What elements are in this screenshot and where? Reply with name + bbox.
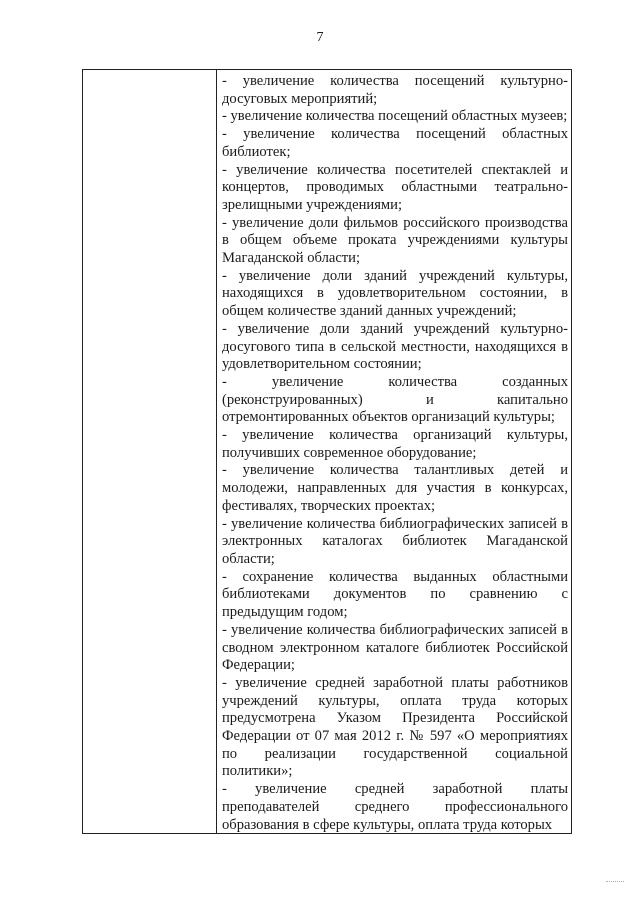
list-item: - увеличение доли зданий учреждений культурно-досугового типа в сельской местности, находящихся в удовлетворительном состоянии; [222,320,568,373]
list-item: - увеличение количества талантливых детей и молодежи, направленных для участия в конкурсах, фестивалях, творческих проектах; [222,462,568,514]
list-item: - увеличение средней заработной платы преподавателей среднего профессионального образования в сфере культуры, оплата труда которых [222,781,568,833]
list-item: - увеличение количества созданных (реконструированных) и капитально отремонтированных объектов организаций культуры; [222,373,568,426]
list-item: - увеличение количества посещений культурно-досуговых мероприятий; [222,73,568,107]
table-right-column [217,70,571,833]
list-item: - увеличение количества библиографических записей в сводном электронном каталоге библиотек Российской Федерации; [222,621,568,674]
page-number: 7 [316,30,324,45]
table-left-column-empty [83,70,217,833]
list-item: - увеличение средней заработной платы работников учреждений культуры, оплата труда которых предусмотрена Указом Президента Российской Федерации от 07 мая 2012 г. № 597 «О мероприятиях по реализации государственной социальной политики»; [222,674,568,780]
document-table [82,69,572,834]
list-item: - увеличение количества организаций культуры, получивших современное оборудование; [222,427,568,461]
list-item: - увеличение количества библиографических записей в электронных каталогах библиотек Магаданской области; [222,515,568,567]
list-item: - сохранение количества выданных областными библиотеками документов по сравнению с предыдущим годом; [222,568,568,621]
list-item: - увеличение количества посещений областных музеев; [222,108,568,125]
list-item: - увеличение количества посещений областных библиотек; [222,126,568,160]
scan-artifact-mark [606,881,624,883]
list-item: - увеличение количества посетителей спектаклей и концертов, проводимых областными театрально-зрелищными учреждениями; [222,161,568,213]
list-item: - увеличение доли зданий учреждений культуры, находящихся в удовлетворительном состоянии, в общем количестве зданий данных учреждений; [222,267,568,320]
list-item: - увеличение доли фильмов российского производства в общем объеме проката учреждениями культуры Магаданской области; [222,214,568,267]
